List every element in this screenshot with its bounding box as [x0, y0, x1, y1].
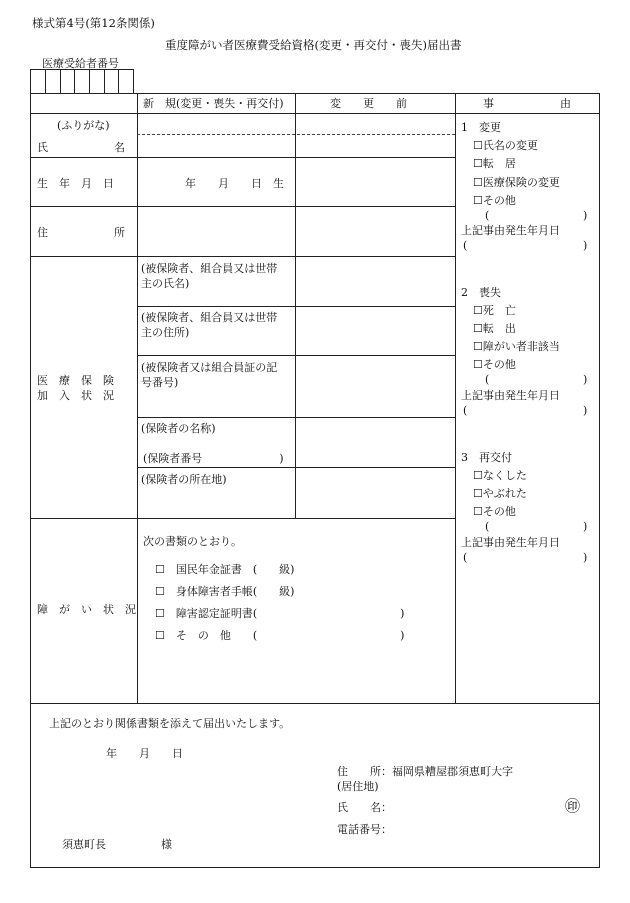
reason-reissue-lost[interactable]: ☐なくした — [473, 469, 527, 482]
paren-close: ) — [583, 373, 588, 386]
doc-pension-checkbox[interactable]: ☐ 国民年金証書 ( 級) — [155, 563, 295, 576]
paren-open: ( — [485, 209, 490, 222]
reason-change-move[interactable]: ☐転 居 — [473, 157, 516, 170]
paren-close: ) — [583, 239, 588, 252]
address-input-before[interactable] — [296, 207, 454, 256]
insurance-status-label-line1: 医 療 保 険 — [37, 374, 114, 387]
doc-certificate-checkbox[interactable]: ☐ 障害認定証明書( ) — [155, 607, 405, 620]
doc-other-checkbox[interactable]: ☐ そ の 他 ( ) — [155, 629, 405, 642]
form-title: 重度障がい者医療費受給資格(変更・再交付・喪失)届出書 — [165, 38, 462, 52]
birth-date-value[interactable]: 年 月 日 生 — [185, 177, 284, 190]
paren-open: ( — [485, 373, 490, 386]
paren-open: ( — [463, 404, 468, 417]
reason-change-title: 1 変更 — [461, 121, 501, 134]
phone-number-label[interactable]: 電話番号： — [337, 823, 392, 836]
occurrence-date-label: 上記事由発生年月日 — [461, 224, 560, 237]
address-label: 住 所 — [37, 226, 125, 239]
paren-close: ) — [583, 209, 588, 222]
submission-date[interactable]: 年 月 日 — [106, 747, 183, 760]
column-header-reason: 事 由 — [483, 97, 571, 110]
insured-number-label-1: (被保険者又は組合員証の記 — [141, 361, 278, 374]
mayor-addressee: 須恵町長 様 — [62, 838, 172, 851]
insurance-status-label-line2: 加 入 状 況 — [37, 389, 114, 402]
disability-status-label: 障 が い 状 況 — [37, 603, 136, 616]
name-input-new[interactable] — [138, 114, 294, 157]
paren-close: ) — [583, 404, 588, 417]
birth-date-before[interactable] — [296, 158, 454, 206]
occurrence-date-label: 上記事由発生年月日 — [461, 389, 560, 402]
paren-close: ) — [583, 520, 588, 533]
seal-mark: ㊞ — [565, 797, 581, 815]
reason-loss-death[interactable]: ☐死 亡 — [473, 304, 516, 317]
reason-loss-moveout[interactable]: ☐転 出 — [473, 322, 516, 335]
reason-change-name[interactable]: ☐氏名の変更 — [473, 139, 538, 152]
name-input-before[interactable] — [296, 114, 454, 157]
reason-change-insurance[interactable]: ☐医療保険の変更 — [473, 176, 560, 189]
occurrence-date-label: 上記事由発生年月日 — [461, 536, 560, 549]
recipient-number-label: 医療受給者番号 — [42, 57, 119, 70]
form-number: 様式第4号(第12条関係) — [32, 16, 155, 30]
reason-change-other[interactable]: ☐その他 — [473, 194, 516, 207]
column-header-new: 新 規(変更・喪失・再交付) — [143, 97, 284, 110]
reason-reissue-other[interactable]: ☐その他 — [473, 505, 516, 518]
insurer-name-label: (保険者の名称) — [141, 422, 216, 435]
insurer-address-label: (保険者の所在地) — [141, 473, 227, 486]
paren-open: ( — [485, 520, 490, 533]
insured-name-label-1: (被保険者、組合員又は世帯 — [141, 262, 278, 275]
paren-open: ( — [463, 551, 468, 564]
insured-number-label-2: 号番号) — [141, 376, 179, 389]
birth-date-label: 生 年 月 日 — [37, 177, 114, 190]
paren-close: ) — [583, 551, 588, 564]
reason-reissue-title: 3 再交付 — [461, 451, 512, 464]
reason-loss-title: 2 喪失 — [461, 286, 501, 299]
insured-address-label-1: (被保険者、組合員又は世帯 — [141, 311, 278, 324]
applicant-name-label[interactable]: 氏 名： — [337, 801, 392, 814]
column-header-before: 変 更 前 — [330, 97, 407, 110]
insured-name-label-2: 主の氏名) — [141, 277, 190, 290]
paren-open: ( — [463, 239, 468, 252]
furigana-label: (ふりがな) — [57, 119, 110, 132]
reason-reissue-damaged[interactable]: ☐やぶれた — [473, 487, 527, 500]
submission-statement: 上記のとおり関係書類を添えて届出いたします。 — [49, 717, 291, 730]
insured-address-label-2: 主の住所) — [141, 326, 190, 339]
name-label: 氏 名 — [37, 141, 125, 154]
residence-label: (居住地) — [337, 780, 379, 793]
reason-loss-other[interactable]: ☐その他 — [473, 358, 516, 371]
address-input-new[interactable] — [138, 207, 294, 256]
doc-handbook-checkbox[interactable]: ☐ 身体障害者手帳( 級) — [155, 585, 295, 598]
applicant-address-label[interactable]: 住 所：福岡県糟屋郡須恵町大字 — [337, 765, 513, 778]
disability-intro: 次の書類のとおり。 — [143, 535, 242, 548]
insurer-number-label[interactable]: (保険者番号 ) — [143, 452, 284, 465]
reason-loss-ineligible[interactable]: ☐障がい者非該当 — [473, 340, 560, 353]
